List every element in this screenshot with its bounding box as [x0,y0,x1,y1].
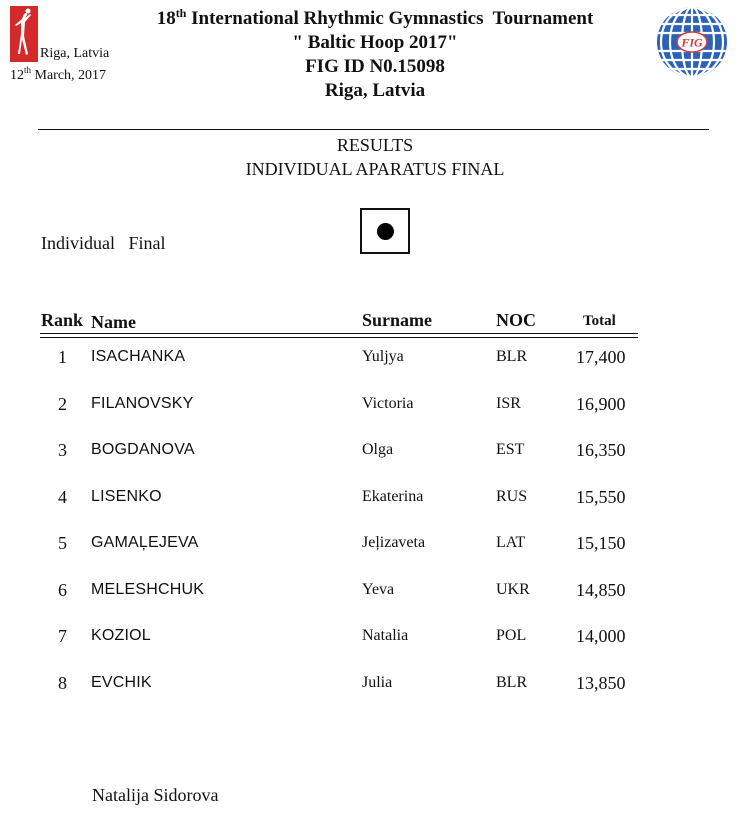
tournament-title-block [120,7,630,103]
row-surname: Natalia [362,627,409,644]
table-body [40,346,638,718]
row-rank: 6 [58,579,67,600]
date-rest: March, 2017 [31,68,107,83]
title-number: 18 [156,8,176,29]
fig-logo-text: FIG [681,35,703,50]
row-name: LISENKO [91,487,162,505]
row-rank: 2 [58,393,67,414]
table-row [40,486,638,533]
header-noc: NOC [496,310,536,330]
row-name: ISACHANKA [91,348,186,365]
row-noc: EST [496,441,525,458]
signatory-name: Natalija Sidorova [92,785,219,805]
ball-icon [377,223,394,240]
row-surname: Victoria [362,394,414,412]
fig-id: FIG ID N0.15098 [305,56,445,77]
row-name: KOZIOL [91,627,151,644]
table-row [40,532,638,579]
section-label: Individual Final [41,233,166,253]
row-rank: 4 [58,486,67,507]
fig-globe-logo-icon [655,5,729,79]
table-row [40,579,638,626]
row-noc: LAT [496,534,526,551]
table-row [40,672,638,719]
row-rank: 7 [58,626,67,646]
row-surname: Jeļizaveta [362,534,426,551]
row-total: 14,850 [576,579,626,600]
table-row [40,393,638,440]
table-header-rule [40,333,638,338]
results-subheading: INDIVIDUAL APARATUS FINAL [245,159,505,179]
header-rank: Rank [41,310,84,330]
row-noc: BLR [496,673,528,691]
row-total: 15,550 [576,486,626,507]
gymnast-logo-icon [10,6,38,62]
row-name: EVCHIK [91,673,152,691]
table-row [40,625,638,672]
row-surname: Olga [362,441,394,458]
left-city-label: Riga, Latvia [40,46,110,61]
title-rest: International Rhythmic Gymnastics Tournament [186,8,594,29]
row-noc: BLR [496,348,528,365]
row-total: 16,900 [576,393,626,414]
row-total: 17,400 [576,347,626,367]
date-suffix: th [24,65,32,75]
table-row [40,346,638,393]
row-name: MELESHCHUK [91,580,205,598]
date-day: 12 [10,68,24,83]
row-total: 15,150 [576,533,626,553]
row-total: 13,850 [576,672,626,693]
table-row [40,439,638,486]
row-name: GAMAĻEJEVA [91,534,199,551]
row-total: 16,350 [576,440,626,460]
row-name: FILANOVSKY [91,394,194,412]
left-date-label [10,65,107,84]
tournament-location: Riga, Latvia [324,80,426,101]
header-divider [38,129,709,130]
title-suffix: th [175,6,187,20]
row-surname: Yeva [362,580,395,598]
row-rank: 8 [58,672,67,693]
header-name: Name [91,312,136,332]
row-noc: RUS [496,487,528,505]
tournament-subtitle: " Baltic Hoop 2017" [292,32,458,53]
header-total: Total [583,313,616,329]
tournament-title [120,7,630,31]
header-surname: Surname [362,310,433,330]
results-heading: RESULTS [336,135,414,155]
row-noc: UKR [496,580,530,598]
row-surname: Julia [362,673,393,691]
results-heading-block [120,133,630,181]
row-name: BOGDANOVA [91,441,195,458]
row-noc: POL [496,627,527,644]
apparatus-box [360,208,410,254]
row-surname: Yuljya [362,348,404,365]
row-rank: 1 [58,347,67,367]
row-total: 14,000 [576,626,626,646]
row-rank: 3 [58,440,67,460]
row-noc: ISR [496,394,521,412]
row-surname: Ekaterina [362,487,424,505]
row-rank: 5 [58,533,67,553]
